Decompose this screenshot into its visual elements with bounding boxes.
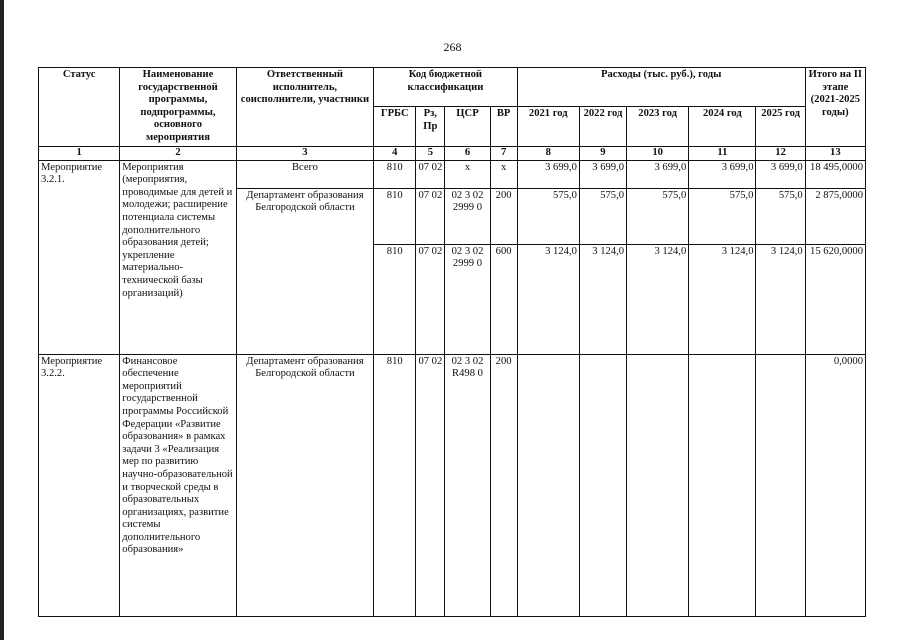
vr-cell: 600: [490, 244, 517, 354]
value-cell: [689, 354, 756, 616]
col-num: 2: [120, 146, 236, 160]
value-cell: 3 699,0: [579, 160, 626, 188]
total-cell: 18 495,0000: [805, 160, 865, 188]
responsible-cell: Департамент образования Белгородской области: [236, 354, 373, 616]
rzpr-cell: 07 02: [416, 244, 445, 354]
value-cell: 3 124,0: [517, 244, 579, 354]
value-cell: 3 699,0: [756, 160, 805, 188]
value-cell: 3 699,0: [689, 160, 756, 188]
page-number: 268: [443, 40, 462, 54]
header-year-2021: 2021 год: [517, 107, 579, 146]
table-row: [39, 354, 866, 616]
header-vr: ВР: [490, 107, 517, 146]
header-year-2025: 2025 год: [756, 107, 805, 146]
col-num: 5: [416, 146, 445, 160]
status-cell: Мероприятие 3.2.2.: [39, 354, 120, 616]
header-responsible: Ответственный исполнитель, соисполнители, участники: [236, 68, 373, 147]
csr-cell: 02 3 02 2999 0: [445, 188, 490, 244]
col-num: 3: [236, 146, 373, 160]
value-cell: 3 124,0: [579, 244, 626, 354]
table-row: [39, 160, 866, 188]
header-name: Наименование государственной программы, подпрограммы, основного мероприятия: [120, 68, 236, 147]
rzpr-cell: 07 02: [416, 188, 445, 244]
value-cell: 3 124,0: [627, 244, 689, 354]
grbs-cell: 810: [374, 160, 416, 188]
header-budget-code: Код бюджетной классификации: [374, 68, 517, 107]
grbs-cell: 810: [374, 188, 416, 244]
total-cell: 2 875,0000: [805, 188, 865, 244]
column-number-row: [39, 146, 866, 160]
value-cell: 575,0: [627, 188, 689, 244]
col-num: 9: [579, 146, 626, 160]
value-cell: 575,0: [517, 188, 579, 244]
header-grbs: ГРБС: [374, 107, 416, 146]
vr-cell: 200: [490, 188, 517, 244]
col-num: 7: [490, 146, 517, 160]
csr-cell: х: [445, 160, 490, 188]
value-cell: [756, 354, 805, 616]
value-cell: 575,0: [756, 188, 805, 244]
value-cell: 3 124,0: [689, 244, 756, 354]
header-expenses: Расходы (тыс. руб.), годы: [517, 68, 805, 107]
value-cell: 575,0: [689, 188, 756, 244]
csr-cell: 02 3 02 2999 0: [445, 244, 490, 354]
name-cell: Мероприятия (мероприятия, проводимые для детей и молодежи; расширение потенциала системы дополнительного образования детей; укрепление материально-технической базы организаций): [120, 160, 236, 354]
responsible-cell: Всего: [236, 160, 373, 188]
rzpr-cell: 07 02: [416, 160, 445, 188]
vr-cell: х: [490, 160, 517, 188]
header-row-1: [39, 68, 866, 107]
col-num: 8: [517, 146, 579, 160]
grbs-cell: 810: [374, 354, 416, 616]
status-cell: Мероприятие 3.2.1.: [39, 160, 120, 354]
value-cell: 575,0: [579, 188, 626, 244]
budget-table: [38, 67, 866, 617]
header-csr: ЦСР: [445, 107, 490, 146]
vr-cell: 200: [490, 354, 517, 616]
value-cell: 3 124,0: [756, 244, 805, 354]
col-num: 1: [39, 146, 120, 160]
col-num: 13: [805, 146, 865, 160]
name-cell: Финансовое обеспечение мероприятий государственной программы Российской Федерации «Развитие образования» в рамках задачи 3 «Реализация мер по развитию научно-образовательной и творческой среды в образовательных организациях, развитие системы дополнительного образования»: [120, 354, 236, 616]
header-total: Итого на II этапе (2021-2025 годы): [805, 68, 865, 147]
value-cell: [517, 354, 579, 616]
value-cell: [627, 354, 689, 616]
grbs-cell: 810: [374, 244, 416, 354]
col-num: 6: [445, 146, 490, 160]
header-year-2022: 2022 год: [579, 107, 626, 146]
header-year-2024: 2024 год: [689, 107, 756, 146]
csr-cell: 02 3 02 R498 0: [445, 354, 490, 616]
value-cell: 3 699,0: [627, 160, 689, 188]
col-num: 10: [627, 146, 689, 160]
header-status: Статус: [39, 68, 120, 147]
total-cell: 15 620,0000: [805, 244, 865, 354]
col-num: 4: [374, 146, 416, 160]
total-cell: 0,0000: [805, 354, 865, 616]
col-num: 12: [756, 146, 805, 160]
rzpr-cell: 07 02: [416, 354, 445, 616]
value-cell: 3 699,0: [517, 160, 579, 188]
value-cell: [579, 354, 626, 616]
col-num: 11: [689, 146, 756, 160]
responsible-cell: Департамент образования Белгородской области: [236, 188, 373, 354]
scan-edge-mark: [0, 0, 4, 640]
header-year-2023: 2023 год: [627, 107, 689, 146]
header-rzpr: Рз, Пр: [416, 107, 445, 146]
